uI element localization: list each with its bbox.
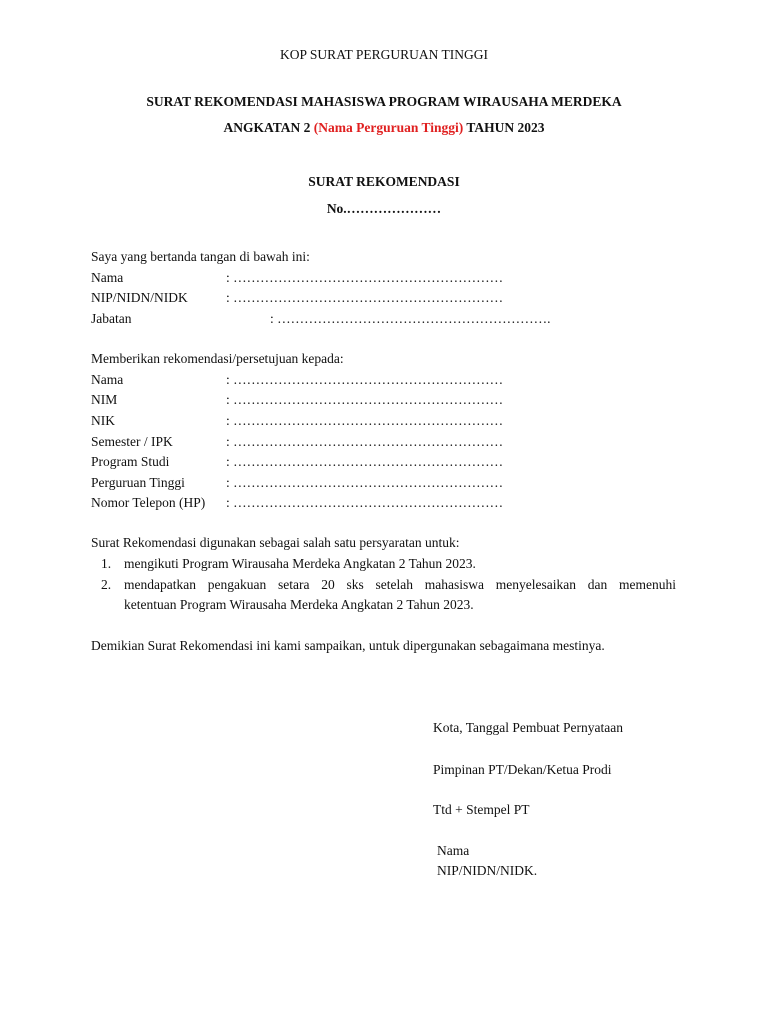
field-label: Nomor Telepon (HP) (91, 495, 206, 510)
recipient-intro: Memberikan rekomendasi/persetujuan kepada: (91, 351, 344, 366)
field-value: : …………………………………………………… (226, 475, 504, 490)
institution-placeholder: (Nama Perguruan Tinggi) (313, 120, 464, 135)
field-label: Perguruan Tinggi (91, 475, 185, 490)
place-date: Kota, Tanggal Pembuat Pernyataan (433, 720, 624, 735)
purpose-item-text-line-1: mendapatkan pengakuan setara 20 sks setelah mahasiswa menyelesaikan dan memenuhi (124, 577, 676, 592)
field-value: : …………………………………………………… (226, 413, 504, 428)
field-label: Nama (91, 372, 124, 387)
field-label: NIM (91, 392, 118, 407)
purpose-item-text: mengikuti Program Wirausaha Merdeka Angkatan 2 Tahun 2023. (124, 556, 476, 571)
field-value: : …………………………………………………… (226, 392, 504, 407)
title-prefix: ANGKATAN 2 (223, 120, 314, 135)
field-label: Jabatan (91, 311, 132, 326)
document-subtitle: SURAT REKOMENDASI (308, 174, 460, 189)
title-suffix: TAHUN 2023 (463, 120, 545, 135)
field-value: : …………………………………………………… (226, 454, 504, 469)
field-value: : ……………………………………………………. (270, 311, 551, 326)
field-value: : …………………………………………………… (226, 372, 504, 387)
field-value: : …………………………………………………… (226, 434, 504, 449)
purpose-item-text-line-2: ketentuan Program Wirausaha Merdeka Angkatan 2 Tahun 2023. (124, 597, 474, 612)
purpose-intro: Surat Rekomendasi digunakan sebagai salah satu persyaratan untuk: (91, 535, 460, 550)
letterhead: KOP SURAT PERGURUAN TINGGI (280, 47, 488, 62)
signer-position: Pimpinan PT/Dekan/Ketua Prodi (433, 762, 612, 777)
field-label: Semester / IPK (91, 434, 173, 449)
field-value: : …………………………………………………… (226, 270, 504, 285)
title-line-1: SURAT REKOMENDASI MAHASISWA PROGRAM WIRAUSAHA MERDEKA (146, 94, 622, 109)
title-line-2 (0, 120, 768, 136)
closing-statement: Demikian Surat Rekomendasi ini kami sampaikan, untuk dipergunakan sebagaimana mestinya. (91, 638, 605, 653)
purpose-item-number: 2. (101, 577, 112, 592)
signer-name: Nama (437, 843, 470, 858)
field-label: Program Studi (91, 454, 170, 469)
field-value: : …………………………………………………… (226, 290, 504, 305)
field-label: NIP/NIDN/NIDK (91, 290, 188, 305)
signer-id: NIP/NIDN/NIDK. (437, 863, 538, 878)
letter-number: No.………………… (326, 201, 442, 216)
purpose-item-number: 1. (101, 556, 112, 571)
field-label: NIK (91, 413, 115, 428)
field-value: : …………………………………………………… (226, 495, 504, 510)
signature-stamp: Ttd + Stempel PT (433, 802, 530, 817)
signer-intro: Saya yang bertanda tangan di bawah ini: (91, 249, 310, 264)
field-label: Nama (91, 270, 124, 285)
